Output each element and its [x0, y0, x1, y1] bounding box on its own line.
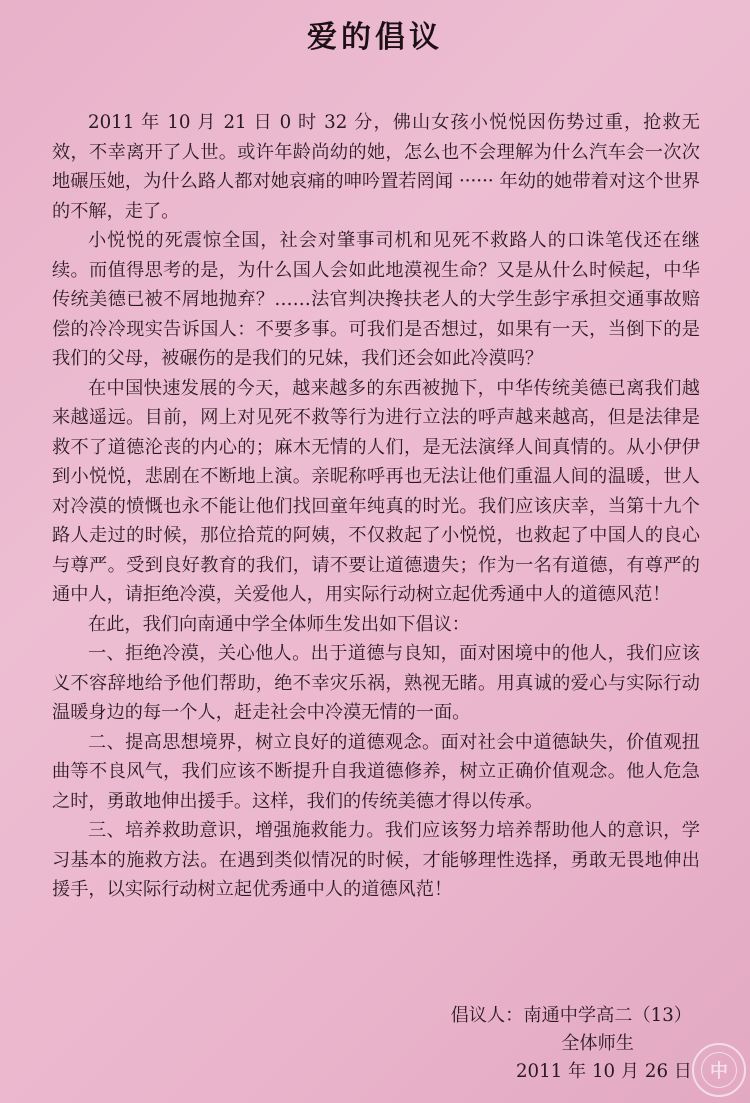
signature-block	[451, 1002, 692, 1086]
proposal-item-2: 二、提高思想境界，树立良好的道德观念。面对社会中道德缺失，价值观扭曲等不良风气，我们应该不断提升自我道德修养，树立正确价值观念。他人危急之时，勇敢地伸出援手。这样，我们的传统美德才得以传承。	[52, 731, 700, 812]
document-body	[52, 108, 700, 905]
school-seal-icon	[692, 1043, 746, 1097]
paragraph-society: 在中国快速发展的今天，越来越多的东西被抛下，中华传统美德已离我们越来越遥远。目前，网上对见死不救等行为进行立法的呼声越来越高，但是法律是救不了道德沦丧的内心的；麻木无情的人们，是无法演绎人间真情的。从小伊伊到小悦悦，悲剧在不断地上演。亲昵称呼再也无法让他们重温人间的温暖，世人对冷漠的愤慨也永不能让他们找回童年纯真的时光。我们应该庆幸，当第十九个路人走过的时候，那位拾荒的阿姨，不仅救起了小悦悦，也救起了中国人的良心与尊严。受到良好教育的我们，请不要让道德遗失；作为一名有道德，有尊严的通中人，请拒绝冷漠，关爱他人，用实际行动树立起优秀通中人的道德风范！	[52, 377, 700, 605]
signature-group: 全体师生	[561, 1033, 634, 1054]
signature-date: 2011 年 10 月 26 日	[515, 1061, 692, 1082]
seal-mark: 中	[710, 1061, 728, 1082]
paragraph-call: 在此，我们向南通中学全体师生发出如下倡议：	[88, 613, 470, 635]
signature-proposer: 倡议人：南通中学高二（13）	[450, 1005, 692, 1026]
paragraph-reflection: 小悦悦的死震惊全国，社会对肇事司机和见死不救路人的口诛笔伐还在继续。而值得思考的是，为什么国人会如此地漠视生命？又是从什么时候起，中华传统美德已被不屑地抛弃？……法官判决搀扶老人的大学生彭宇承担交通事故赔偿的冷冷现实告诉国人：不要多事。可我们是否想过，如果有一天，当倒下的是我们的父母，被碾伤的是我们的兄妹，我们还会如此冷漠吗？	[52, 230, 700, 369]
proposal-item-3: 三、培养救助意识，增强施救能力。我们应该努力培养帮助他人的意识，学习基本的施救方法。在遇到类似情况的时候，才能够理性选择，勇敢无畏地伸出援手，以实际行动树立起优秀通中人的道德风范！	[52, 820, 700, 900]
seal-inner-ring	[701, 1052, 737, 1088]
paragraph-incident: 2011 年 10 月 21 日 0 时 32 分，佛山女孩小悦悦因伤势过重，抢救无效，不幸离开了人世。或许年龄尚幼的她，怎么也不会理解为什么汽车会一次次地碾压她，为什么路人都对她哀痛的呻吟置若罔闻 ······ 年幼的她带着对这个世界的不解，走了。	[52, 112, 700, 222]
proposal-item-1: 一、拒绝冷漠，关心他人。出于道德与良知，面对困境中的他人，我们应该义不容辞地给予他们帮助，绝不幸灾乐祸，熟视无睹。用真诚的爱心与实际行动温暖身边的每一个人，赶走社会中冷漠无情的一面。	[52, 643, 700, 723]
document-title: 爱的倡议	[307, 20, 443, 55]
